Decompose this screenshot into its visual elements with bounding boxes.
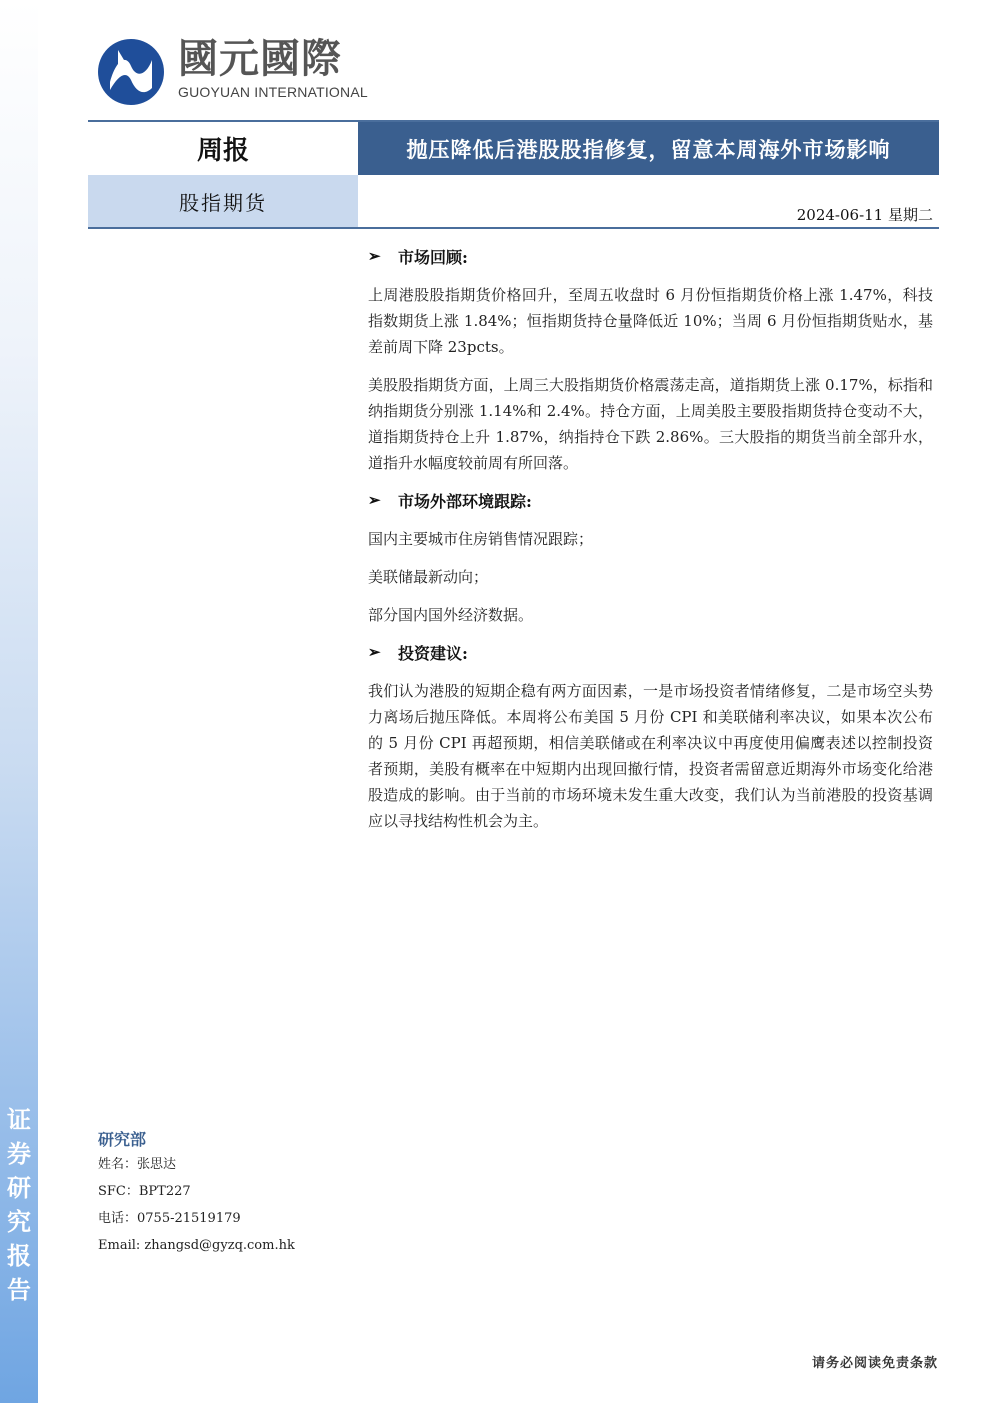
author-block bbox=[98, 1127, 358, 1259]
sidebar-char: 券 bbox=[7, 1139, 31, 1168]
paragraph: 国内主要城市住房销售情况跟踪； bbox=[368, 530, 594, 548]
sidebar-vertical-label bbox=[4, 1103, 34, 1307]
sidebar-char: 报 bbox=[7, 1241, 31, 1270]
bullet-arrow-icon: ➢ bbox=[368, 247, 381, 265]
author-sfc: SFC：BPT227 bbox=[98, 1184, 191, 1199]
section-heading-text: 市场外部环境跟踪: bbox=[398, 491, 532, 511]
section-heading-text: 投资建议: bbox=[398, 643, 468, 663]
logo-name-cn: 國元國際 bbox=[178, 36, 342, 82]
sidebar-char: 证 bbox=[7, 1105, 31, 1134]
disclaimer-note: 请务必阅读免责条款 bbox=[811, 1356, 938, 1371]
author-email[interactable]: Email: zhangsd@gyzq.com.hk bbox=[98, 1238, 295, 1253]
author-phone: 电话：0755-21519179 bbox=[98, 1211, 241, 1226]
report-title: 抛压降低后港股股指修复，留意本周海外市场影响 bbox=[358, 122, 939, 175]
section-heading-text: 市场回顾: bbox=[398, 247, 468, 267]
author-dept: 研究部 bbox=[98, 1130, 147, 1149]
paragraph: 部分国内国外经济数据。 bbox=[368, 606, 534, 624]
section-heading bbox=[368, 488, 933, 512]
report-category: 股指期货 bbox=[88, 175, 358, 228]
bullet-arrow-icon: ➢ bbox=[368, 643, 381, 661]
paragraph: 我们认为港股的短期企稳有两方面因素，一是市场投资者情绪修复，二是市场空头势力离场后抛压降低。本周将公布美国 5 月份 CPI 和美联储利率决议，如果本次公布的 5 月份 CPI 再超预期，相信美联储或在利率决议中再度使用偏鹰表述以控制投资者预期，美股有概率在中短期内出现回撤行情，投资者需留意近期海外市场变化给港股造成的影响。由于当前的市场环境未发生重大改变，我们认为当前港股的投资基调应以寻找结构性机会为主。 bbox=[368, 682, 933, 830]
header-bottom-rule bbox=[88, 227, 939, 229]
author-name: 姓名：张思达 bbox=[98, 1157, 177, 1172]
paragraph: 上周港股股指期货价格回升，至周五收盘时 6 月份恒指期货价格上涨 1.47%，科技指数期货上涨 1.84%；恒指期货持仓量降低近 10%；当周 6 月份恒指期货贴水，基差前周下降 23pcts。 bbox=[368, 286, 933, 356]
report-date: 2024-06-11 星期二 bbox=[796, 206, 933, 224]
report-body bbox=[368, 244, 933, 834]
sidebar-char: 究 bbox=[7, 1207, 31, 1236]
company-logo bbox=[96, 36, 368, 108]
logo-name-en: GUOYUAN INTERNATIONAL bbox=[178, 84, 368, 100]
report-type: 周报 bbox=[196, 136, 249, 166]
paragraph: 美联储最新动向； bbox=[368, 568, 489, 586]
paragraph: 美股股指期货方面，上周三大股指期货价格震荡走高，道指期货上涨 0.17%，标指和纳指期货分别涨 1.14%和 2.4%。持仓方面，上周美股主要股指期货持仓变动不大，道指期货持仓上升 1.87%，纳指持仓下跌 2.86%。三大股指的期货当前全部升水，道指升水幅度较前周有所回落。 bbox=[368, 376, 933, 472]
section-heading bbox=[368, 640, 933, 664]
sidebar-char: 告 bbox=[7, 1275, 31, 1304]
section-heading bbox=[368, 244, 933, 268]
sidebar-char: 研 bbox=[7, 1173, 31, 1202]
bullet-arrow-icon: ➢ bbox=[368, 491, 381, 509]
logo-mark-icon bbox=[96, 36, 166, 108]
